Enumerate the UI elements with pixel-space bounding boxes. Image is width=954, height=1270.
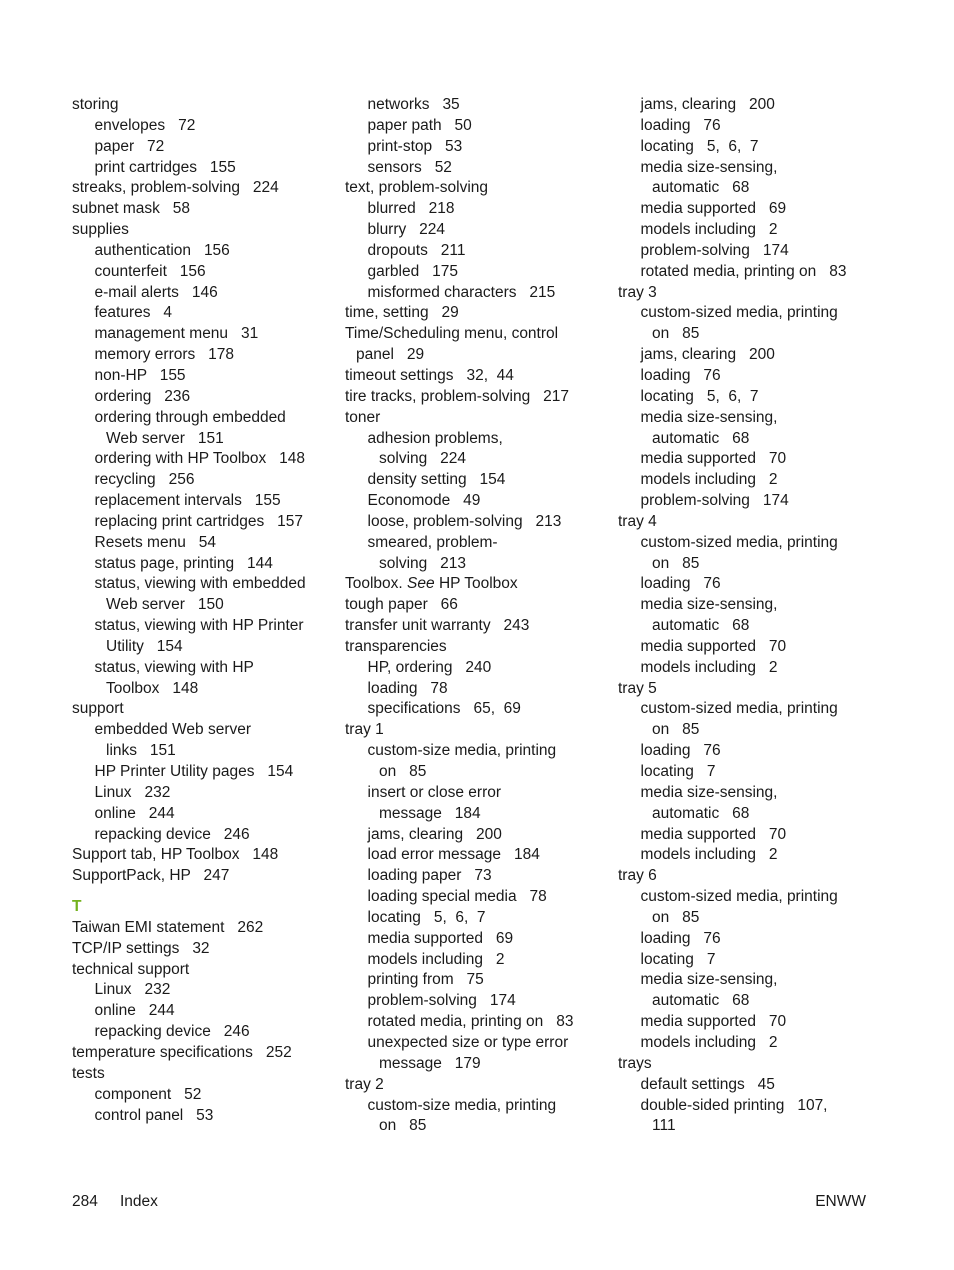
index-entry: technical support xyxy=(72,960,190,978)
index-subentry: problem-solving 174 xyxy=(640,241,789,259)
index-subentry: loading 78 xyxy=(367,679,448,697)
index-subentry: loading 76 xyxy=(640,742,721,760)
index-subentry: dropouts 211 xyxy=(367,241,466,259)
index-subentry: custom-sized media, printing xyxy=(640,533,838,551)
index-entry-continuation: solving 213 xyxy=(379,554,467,572)
index-subentry: counterfeit 156 xyxy=(94,262,206,280)
index-entry-continuation: automatic 68 xyxy=(652,617,750,635)
index-subentry: problem-solving 174 xyxy=(640,492,789,510)
index-subentry: media size-sensing, xyxy=(640,158,778,176)
index-subentry: media supported 70 xyxy=(640,1013,787,1031)
index-entry: streaks, problem-solving 224 xyxy=(72,179,279,197)
index-subentry: paper 72 xyxy=(94,137,165,155)
index-subentry: loading paper 73 xyxy=(367,867,492,885)
index-letter-heading: T xyxy=(72,898,82,916)
index-subentry: loading 76 xyxy=(640,575,721,593)
index-subentry: replacement intervals 155 xyxy=(94,492,281,510)
index-subentry: density setting 154 xyxy=(367,471,506,489)
index-entry-continuation: Web server 151 xyxy=(106,429,224,447)
index-entry: subnet mask 58 xyxy=(72,200,191,218)
index-subentry: authentication 156 xyxy=(94,241,230,259)
index-entry-continuation: on 85 xyxy=(379,763,427,780)
index-subentry: loading 76 xyxy=(640,929,721,947)
index-subentry: insert or close error xyxy=(367,783,502,801)
index-subentry: status, viewing with embedded xyxy=(94,575,306,593)
index-subentry: embedded Web server xyxy=(94,721,252,739)
index-subentry: problem-solving 174 xyxy=(367,992,516,1010)
index-entry-continuation: Utility 154 xyxy=(106,637,183,655)
index-subentry: paper path 50 xyxy=(367,116,472,134)
index-entry-continuation: on 85 xyxy=(652,721,700,739)
index-subentry: component 52 xyxy=(94,1085,202,1103)
index-subentry: repacking device 246 xyxy=(94,825,250,843)
index-subentry: media supported 70 xyxy=(640,825,787,843)
index-entry: timeout settings 32, 44 xyxy=(345,366,514,384)
index-subentry: blurry 224 xyxy=(367,221,446,239)
index-subentry: loose, problem-solving 213 xyxy=(367,512,562,530)
index-entry: trays xyxy=(618,1054,652,1072)
index-entry: temperature specifications 252 xyxy=(72,1043,292,1061)
index-subentry: control panel 53 xyxy=(94,1106,214,1124)
index-entry-term: Toolbox. xyxy=(345,575,403,593)
index-subentry: ordering with HP Toolbox 148 xyxy=(94,450,306,468)
index-entry: tire tracks, problem-solving 217 xyxy=(345,387,569,405)
index-subentry: media size-sensing, xyxy=(640,971,778,989)
index-subentry: non-HP 155 xyxy=(94,366,186,384)
index-subentry: smeared, problem- xyxy=(367,533,498,551)
index-subentry: locating 5, 6, 7 xyxy=(640,137,759,155)
index-subentry: locating 7 xyxy=(640,950,716,968)
index-entry-continuation: 111 xyxy=(652,1117,676,1135)
index-entry: tray 4 xyxy=(618,512,657,530)
index-subentry: media supported 69 xyxy=(640,200,787,218)
index-subentry: media size-sensing, xyxy=(640,783,778,801)
index-subentry: models including 2 xyxy=(640,471,778,489)
index-entry: transfer unit warranty 243 xyxy=(345,617,530,635)
index-entry: support xyxy=(72,700,124,718)
index-entry-continuation: automatic 68 xyxy=(652,429,750,447)
index-subentry: adhesion problems, xyxy=(367,429,503,447)
index-subentry: custom-size media, printing xyxy=(367,742,557,760)
index-subentry: ordering through embedded xyxy=(94,408,286,426)
index-subentry: memory errors 178 xyxy=(94,346,235,364)
index-subentry: custom-sized media, printing xyxy=(640,888,838,906)
index-entry-continuation: on 85 xyxy=(652,908,700,926)
index-subentry: loading special media 78 xyxy=(367,888,547,906)
see-reference: See xyxy=(407,575,435,593)
index-entry-continuation: solving 224 xyxy=(379,450,467,468)
index-subentry: print cartridges 155 xyxy=(94,158,236,176)
index-subentry: rotated media, printing on 83 xyxy=(640,262,847,280)
index-entry-continuation: message 179 xyxy=(379,1054,481,1072)
index-entry-continuation: Web server 150 xyxy=(106,596,224,614)
index-subentry: media supported 70 xyxy=(640,637,787,655)
index-subentry: locating 7 xyxy=(640,763,716,780)
index-entry: tray 1 xyxy=(345,721,384,739)
index-subentry: locating 5, 6, 7 xyxy=(640,387,759,405)
index-subentry: unexpected size or type error xyxy=(367,1033,569,1051)
index-subentry: loading 76 xyxy=(640,366,721,384)
index-subentry: blurred 218 xyxy=(367,200,455,218)
index-entry-continuation: on 85 xyxy=(652,325,700,343)
index-entry: Taiwan EMI statement 262 xyxy=(72,918,264,936)
index-subentry: Linux 232 xyxy=(94,783,171,801)
index-subentry: jams, clearing 200 xyxy=(367,825,502,843)
index-subentry: status, viewing with HP xyxy=(94,658,254,676)
index-subentry: print-stop 53 xyxy=(367,137,463,155)
index-entry-continuation: links 151 xyxy=(106,742,176,760)
index-subentry: load error message 184 xyxy=(367,846,540,864)
index-entry: time, setting 29 xyxy=(345,304,459,322)
index-subentry: models including 2 xyxy=(640,221,778,239)
index-subentry: double-sided printing 107, xyxy=(640,1096,828,1114)
index-entry xyxy=(345,574,595,595)
page-footer xyxy=(72,1192,866,1212)
index-subentry: HP, ordering 240 xyxy=(367,658,492,676)
index-subentry: specifications 65, 69 xyxy=(367,700,521,718)
index-subentry: default settings 45 xyxy=(640,1075,775,1093)
index-subentry: media size-sensing, xyxy=(640,408,778,426)
index-subentry: jams, clearing 200 xyxy=(640,96,775,113)
index-entry-continuation: automatic 68 xyxy=(652,179,750,197)
index-entry-continuation: panel 29 xyxy=(356,346,425,364)
index-entry: supplies xyxy=(72,221,129,239)
index-entry-continuation: automatic 68 xyxy=(652,992,750,1010)
index-entry: transparencies xyxy=(345,637,447,655)
index-entry: Time/Scheduling menu, control xyxy=(345,325,559,343)
index-subentry: Economode 49 xyxy=(367,492,481,510)
index-entry: tray 2 xyxy=(345,1075,384,1093)
index-subentry: online 244 xyxy=(94,1002,175,1020)
index-subentry: Resets menu 54 xyxy=(94,533,216,551)
index-subentry: replacing print cartridges 157 xyxy=(94,512,304,530)
index-subentry: locating 5, 6, 7 xyxy=(367,908,486,926)
index-subentry: garbled 175 xyxy=(367,262,458,280)
index-subentry: Linux 232 xyxy=(94,981,171,999)
page-number: 284 xyxy=(72,1193,98,1210)
section-gap xyxy=(72,887,322,897)
index-entry-continuation: message 184 xyxy=(379,804,481,822)
index-column-1 xyxy=(72,95,322,1126)
brand-mark: ENWW xyxy=(815,1193,866,1210)
index-entry-continuation: automatic 68 xyxy=(652,804,750,822)
index-subentry: status, viewing with HP Printer xyxy=(94,617,304,635)
index-subentry: rotated media, printing on 83 xyxy=(367,1013,574,1031)
index-subentry: ordering 236 xyxy=(94,387,191,405)
index-subentry: media supported 70 xyxy=(640,450,787,468)
index-subentry: models including 2 xyxy=(640,846,778,864)
index-subentry: sensors 52 xyxy=(367,158,452,176)
index-entry-continuation: on 85 xyxy=(652,554,700,572)
index-subentry: jams, clearing 200 xyxy=(640,346,775,364)
index-subentry: envelopes 72 xyxy=(94,116,196,134)
index-column-2 xyxy=(345,95,595,1137)
index-entry: tray 3 xyxy=(618,283,657,301)
section-name: Index xyxy=(120,1193,158,1210)
see-target: HP Toolbox xyxy=(438,575,518,593)
index-entry: TCP/IP settings 32 xyxy=(72,939,210,957)
index-subentry: media supported 69 xyxy=(367,929,514,947)
index-entry: toner xyxy=(345,408,381,426)
index-subentry: loading 76 xyxy=(640,116,721,134)
index-subentry: printing from 75 xyxy=(367,971,484,989)
index-entry: SupportPack, HP 247 xyxy=(72,867,230,885)
index-entry: tough paper 66 xyxy=(345,596,458,614)
index-subentry: custom-size media, printing xyxy=(367,1096,557,1114)
index-subentry: HP Printer Utility pages 154 xyxy=(94,763,294,780)
index-subentry: management menu 31 xyxy=(94,325,259,343)
index-subentry: features 4 xyxy=(94,304,173,322)
index-column-3 xyxy=(618,95,878,1137)
index-subentry: media size-sensing, xyxy=(640,596,778,614)
index-entry: tray 5 xyxy=(618,679,657,697)
index-subentry: custom-sized media, printing xyxy=(640,304,838,322)
index-entry-continuation: Toolbox 148 xyxy=(106,679,199,697)
index-subentry: misformed characters 215 xyxy=(367,283,556,301)
index-entry: storing xyxy=(72,96,119,113)
index-subentry: repacking device 246 xyxy=(94,1023,250,1041)
index-subentry: models including 2 xyxy=(367,950,505,968)
index-subentry: e-mail alerts 146 xyxy=(94,283,218,301)
index-entry: tests xyxy=(72,1064,105,1082)
index-subentry: models including 2 xyxy=(640,658,778,676)
index-entry-continuation: on 85 xyxy=(379,1117,427,1135)
index-entry: text, problem-solving xyxy=(345,179,489,197)
index-subentry: models including 2 xyxy=(640,1033,778,1051)
index-entry: tray 6 xyxy=(618,867,657,885)
index-subentry: recycling 256 xyxy=(94,471,195,489)
index-entry: Support tab, HP Toolbox 148 xyxy=(72,846,279,864)
index-subentry: status page, printing 144 xyxy=(94,554,273,572)
index-subentry: online 244 xyxy=(94,804,175,822)
index-subentry: custom-sized media, printing xyxy=(640,700,838,718)
index-subentry: networks 35 xyxy=(367,96,460,113)
